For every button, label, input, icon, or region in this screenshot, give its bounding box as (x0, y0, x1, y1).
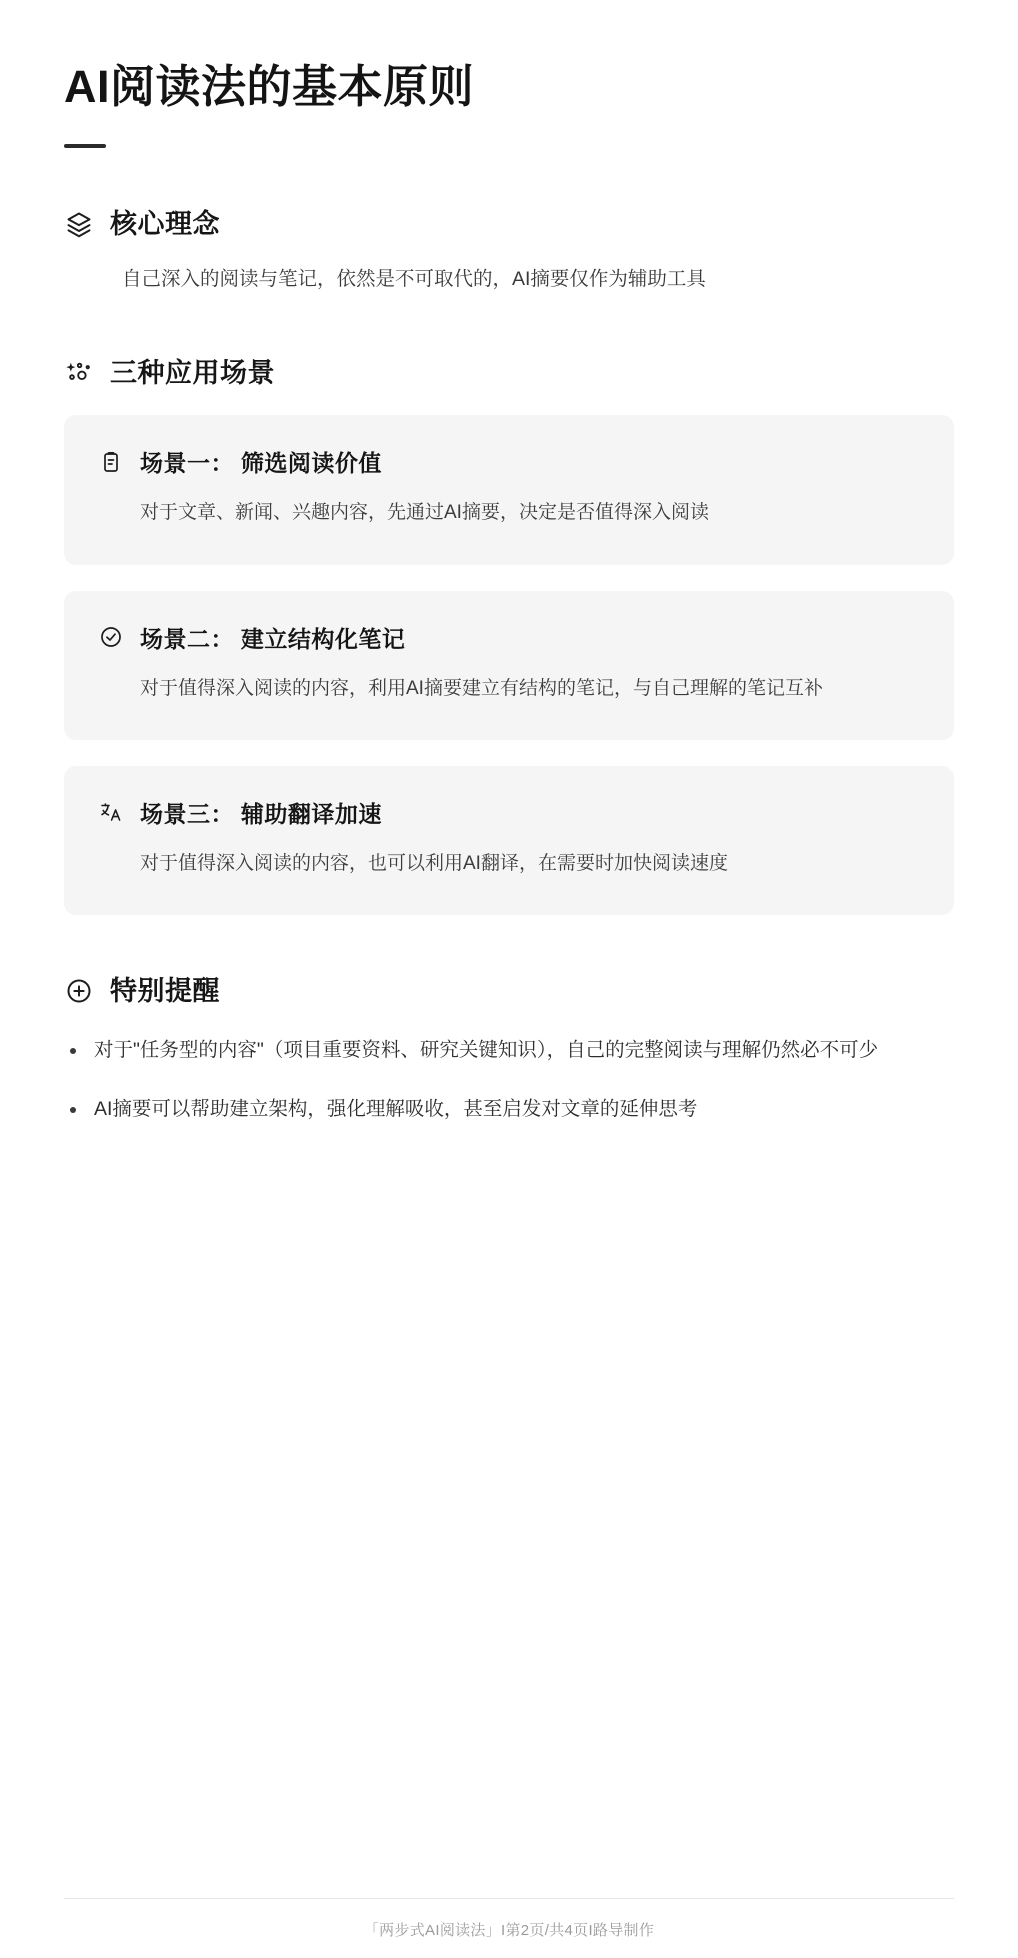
scenario-text: 对于值得深入阅读的内容，也可以利用AI翻译，在需要时加快阅读速度 (140, 852, 728, 874)
plus-circle-icon (64, 976, 94, 1006)
layers-icon (64, 209, 94, 239)
reminder-bullet-list (64, 1033, 954, 1126)
scenario-card-list (64, 415, 954, 915)
clipboard-icon (98, 449, 124, 475)
list-item: 对于"任务型的内容"（项目重要资料、研究关键知识），自己的完整阅读与理解仍然必不可少 (64, 1033, 924, 1068)
scenario-card (64, 766, 954, 915)
card-header (98, 796, 920, 829)
section-scenarios (64, 357, 954, 915)
scenario-title: 场景三： 辅助翻译加速 (140, 800, 382, 827)
core-concept-text: 自己深入的阅读与笔记，依然是不可取代的，AI摘要仅作为辅助工具 (122, 268, 706, 291)
page-footer (64, 1850, 954, 1958)
scenario-title: 场景一： 筛选阅读价值 (140, 450, 382, 477)
section-title-core-concept: 核心理念 (110, 209, 220, 239)
scenario-card (64, 591, 954, 740)
translate-icon (98, 799, 124, 825)
scenario-text: 对于文章、新闻、兴趣内容，先通过AI摘要，决定是否值得深入阅读 (140, 502, 709, 524)
section-header (64, 357, 954, 389)
scenario-card (64, 415, 954, 564)
check-circle-icon (98, 624, 124, 650)
card-header (98, 621, 920, 654)
sparkle-dots-icon (64, 358, 94, 388)
section-core-concept (64, 208, 954, 297)
section-title-scenarios: 三种应用场景 (110, 358, 275, 389)
card-header (98, 445, 920, 478)
scenario-text: 对于值得深入阅读的内容，利用AI摘要建立有结构的笔记，与自己理解的笔记互补 (140, 677, 823, 699)
section-title-special-reminder: 特别提醒 (110, 976, 220, 1007)
page-title: AI阅读法的基本原则 (64, 61, 475, 112)
section-header (64, 975, 954, 1007)
title-divider (64, 144, 106, 148)
scenario-title: 场景二： 建立结构化笔记 (140, 625, 406, 652)
section-header (64, 208, 954, 240)
footer-caption: 「两步式AI阅读法」I第2页/共4页I路导制作 (363, 1922, 655, 1939)
section-special-reminder (64, 975, 954, 1151)
list-item: AI摘要可以帮助建立架构，强化理解吸收，甚至启发对文章的延伸思考 (64, 1092, 924, 1127)
